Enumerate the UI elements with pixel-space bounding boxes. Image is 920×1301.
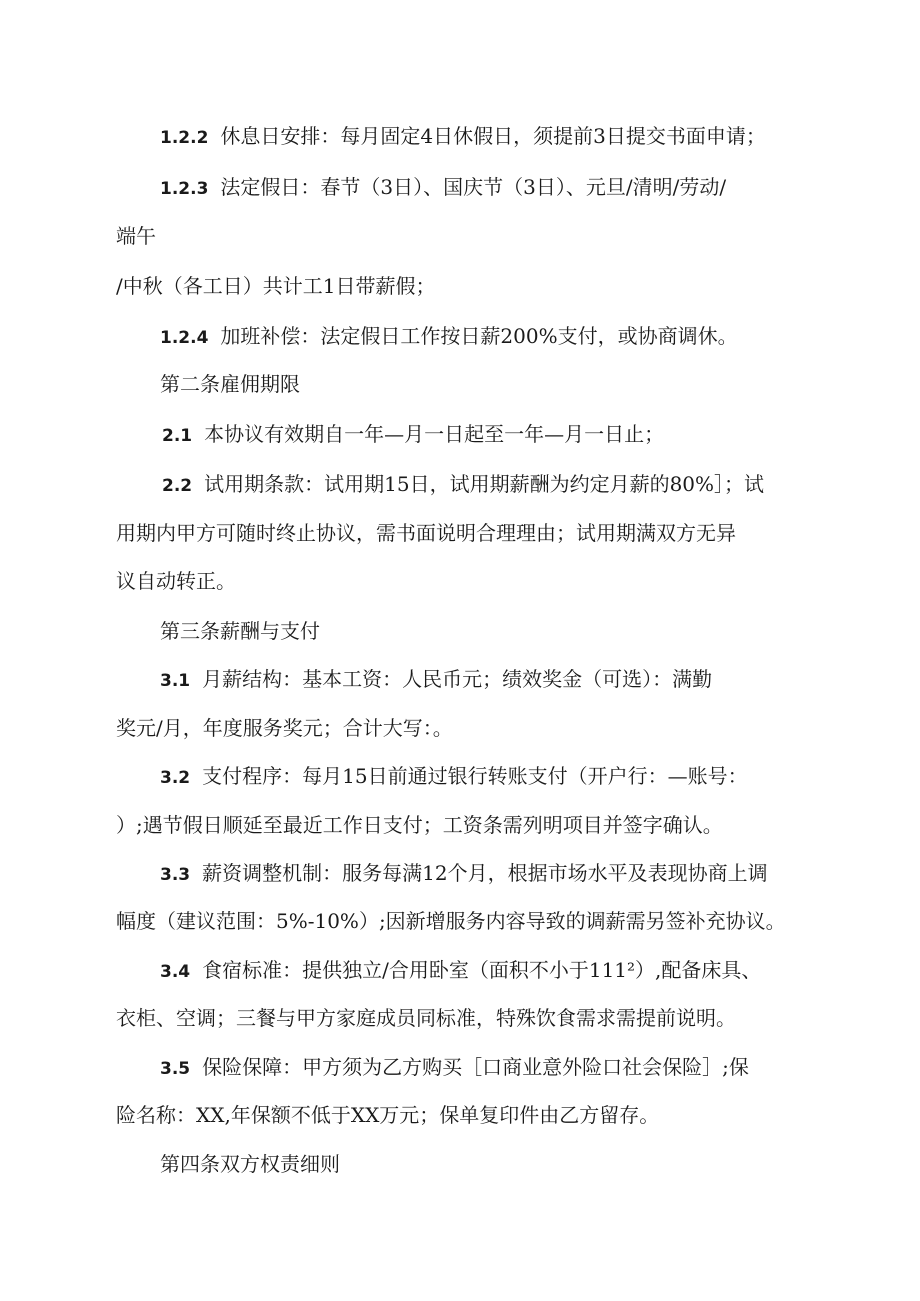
clause-number: 2.2	[162, 476, 193, 496]
clause-number: 1.2.4	[160, 328, 209, 348]
clause-text: 端午	[116, 224, 156, 248]
doc-line	[116, 1004, 736, 1032]
clause-text: 法定假日：春节（3日）、国庆节（3日）、元旦/清明/劳动/	[220, 175, 727, 199]
doc-line	[116, 567, 236, 595]
clause-text: 衣柜、空调；三餐与甲方家庭成员同标准，特殊饮食需求需提前说明。	[116, 1006, 736, 1030]
section-heading	[160, 617, 320, 645]
heading-text: 第三条薪酬与支付	[160, 619, 320, 643]
clause-text: 保险保障：甲方须为乙方购买［口商业意外险口社会保险］;保	[202, 1055, 749, 1079]
doc-line	[160, 322, 738, 352]
doc-line	[160, 956, 761, 986]
clause-text: 食宿标准：提供独立/合用卧室（面积不小于111²）,配备床具、	[202, 958, 762, 982]
clause-text: 用期内甲方可随时终止协议，需书面说明合理理由；试用期满双方无异	[116, 521, 736, 545]
doc-line	[116, 1101, 659, 1129]
doc-line	[162, 420, 664, 450]
clause-text: 本协议有效期自一年—月一日起至一年—月一日止；	[204, 422, 665, 446]
clause-number: 1.2.2	[160, 128, 209, 148]
clause-text: ）;遇节假日顺延至最近工作日支付；工资条需列明项目并签字确认。	[116, 813, 723, 837]
doc-line	[160, 665, 712, 695]
clause-text: 试用期条款：试用期15日，试用期薪酬为约定月薪的80%］；试	[204, 472, 765, 496]
clause-text: 月薪结构：基本工资：人民币元；绩效奖金（可选）：满勤	[202, 667, 713, 691]
doc-line	[116, 714, 453, 742]
heading-text: 第四条双方权责细则	[160, 1152, 340, 1176]
clause-number: 2.1	[162, 426, 193, 446]
clause-number: 3.1	[160, 671, 191, 691]
doc-line	[160, 1053, 749, 1083]
heading-text: 第二条雇佣期限	[160, 372, 300, 396]
doc-line	[160, 859, 768, 889]
doc-line	[116, 519, 736, 547]
clause-text: /中秋（各工日）共计工1日带薪假；	[116, 274, 436, 298]
clause-text: 幅度（建议范围：5%-10%）;因新增服务内容导致的调薪需另签补充协议。	[116, 909, 786, 933]
doc-line	[116, 272, 435, 300]
clause-number: 1.2.3	[160, 179, 209, 199]
section-heading	[160, 370, 300, 398]
clause-number: 3.3	[160, 865, 191, 885]
doc-line	[162, 470, 764, 500]
clause-text: 险名称：XX,年保额不低于XX万元；保单复印件由乙方留存。	[116, 1103, 660, 1127]
clause-text: 休息日安排：每月固定4日休假日，须提前3日提交书面申请；	[220, 124, 766, 148]
doc-line	[160, 762, 748, 792]
clause-number: 3.5	[160, 1059, 191, 1079]
clause-number: 3.2	[160, 768, 191, 788]
doc-line	[160, 173, 726, 203]
clause-text: 奖元/月，年度服务奖元；合计大写：。	[116, 716, 453, 740]
doc-line	[116, 222, 156, 250]
section-heading	[160, 1150, 340, 1178]
clause-text: 加班补偿：法定假日工作按日薪200%支付，或协商调休。	[220, 324, 738, 348]
doc-line	[116, 907, 786, 935]
doc-line	[116, 811, 723, 839]
clause-text: 薪资调整机制：服务每满12个月，根据市场水平及表现协商上调	[202, 861, 768, 885]
clause-text: 支付程序：每月15日前通过银行转账支付（开户行：—账号：	[202, 764, 748, 788]
doc-line	[160, 122, 766, 152]
clause-number: 3.4	[160, 962, 191, 982]
clause-text: 议自动转正。	[116, 569, 236, 593]
